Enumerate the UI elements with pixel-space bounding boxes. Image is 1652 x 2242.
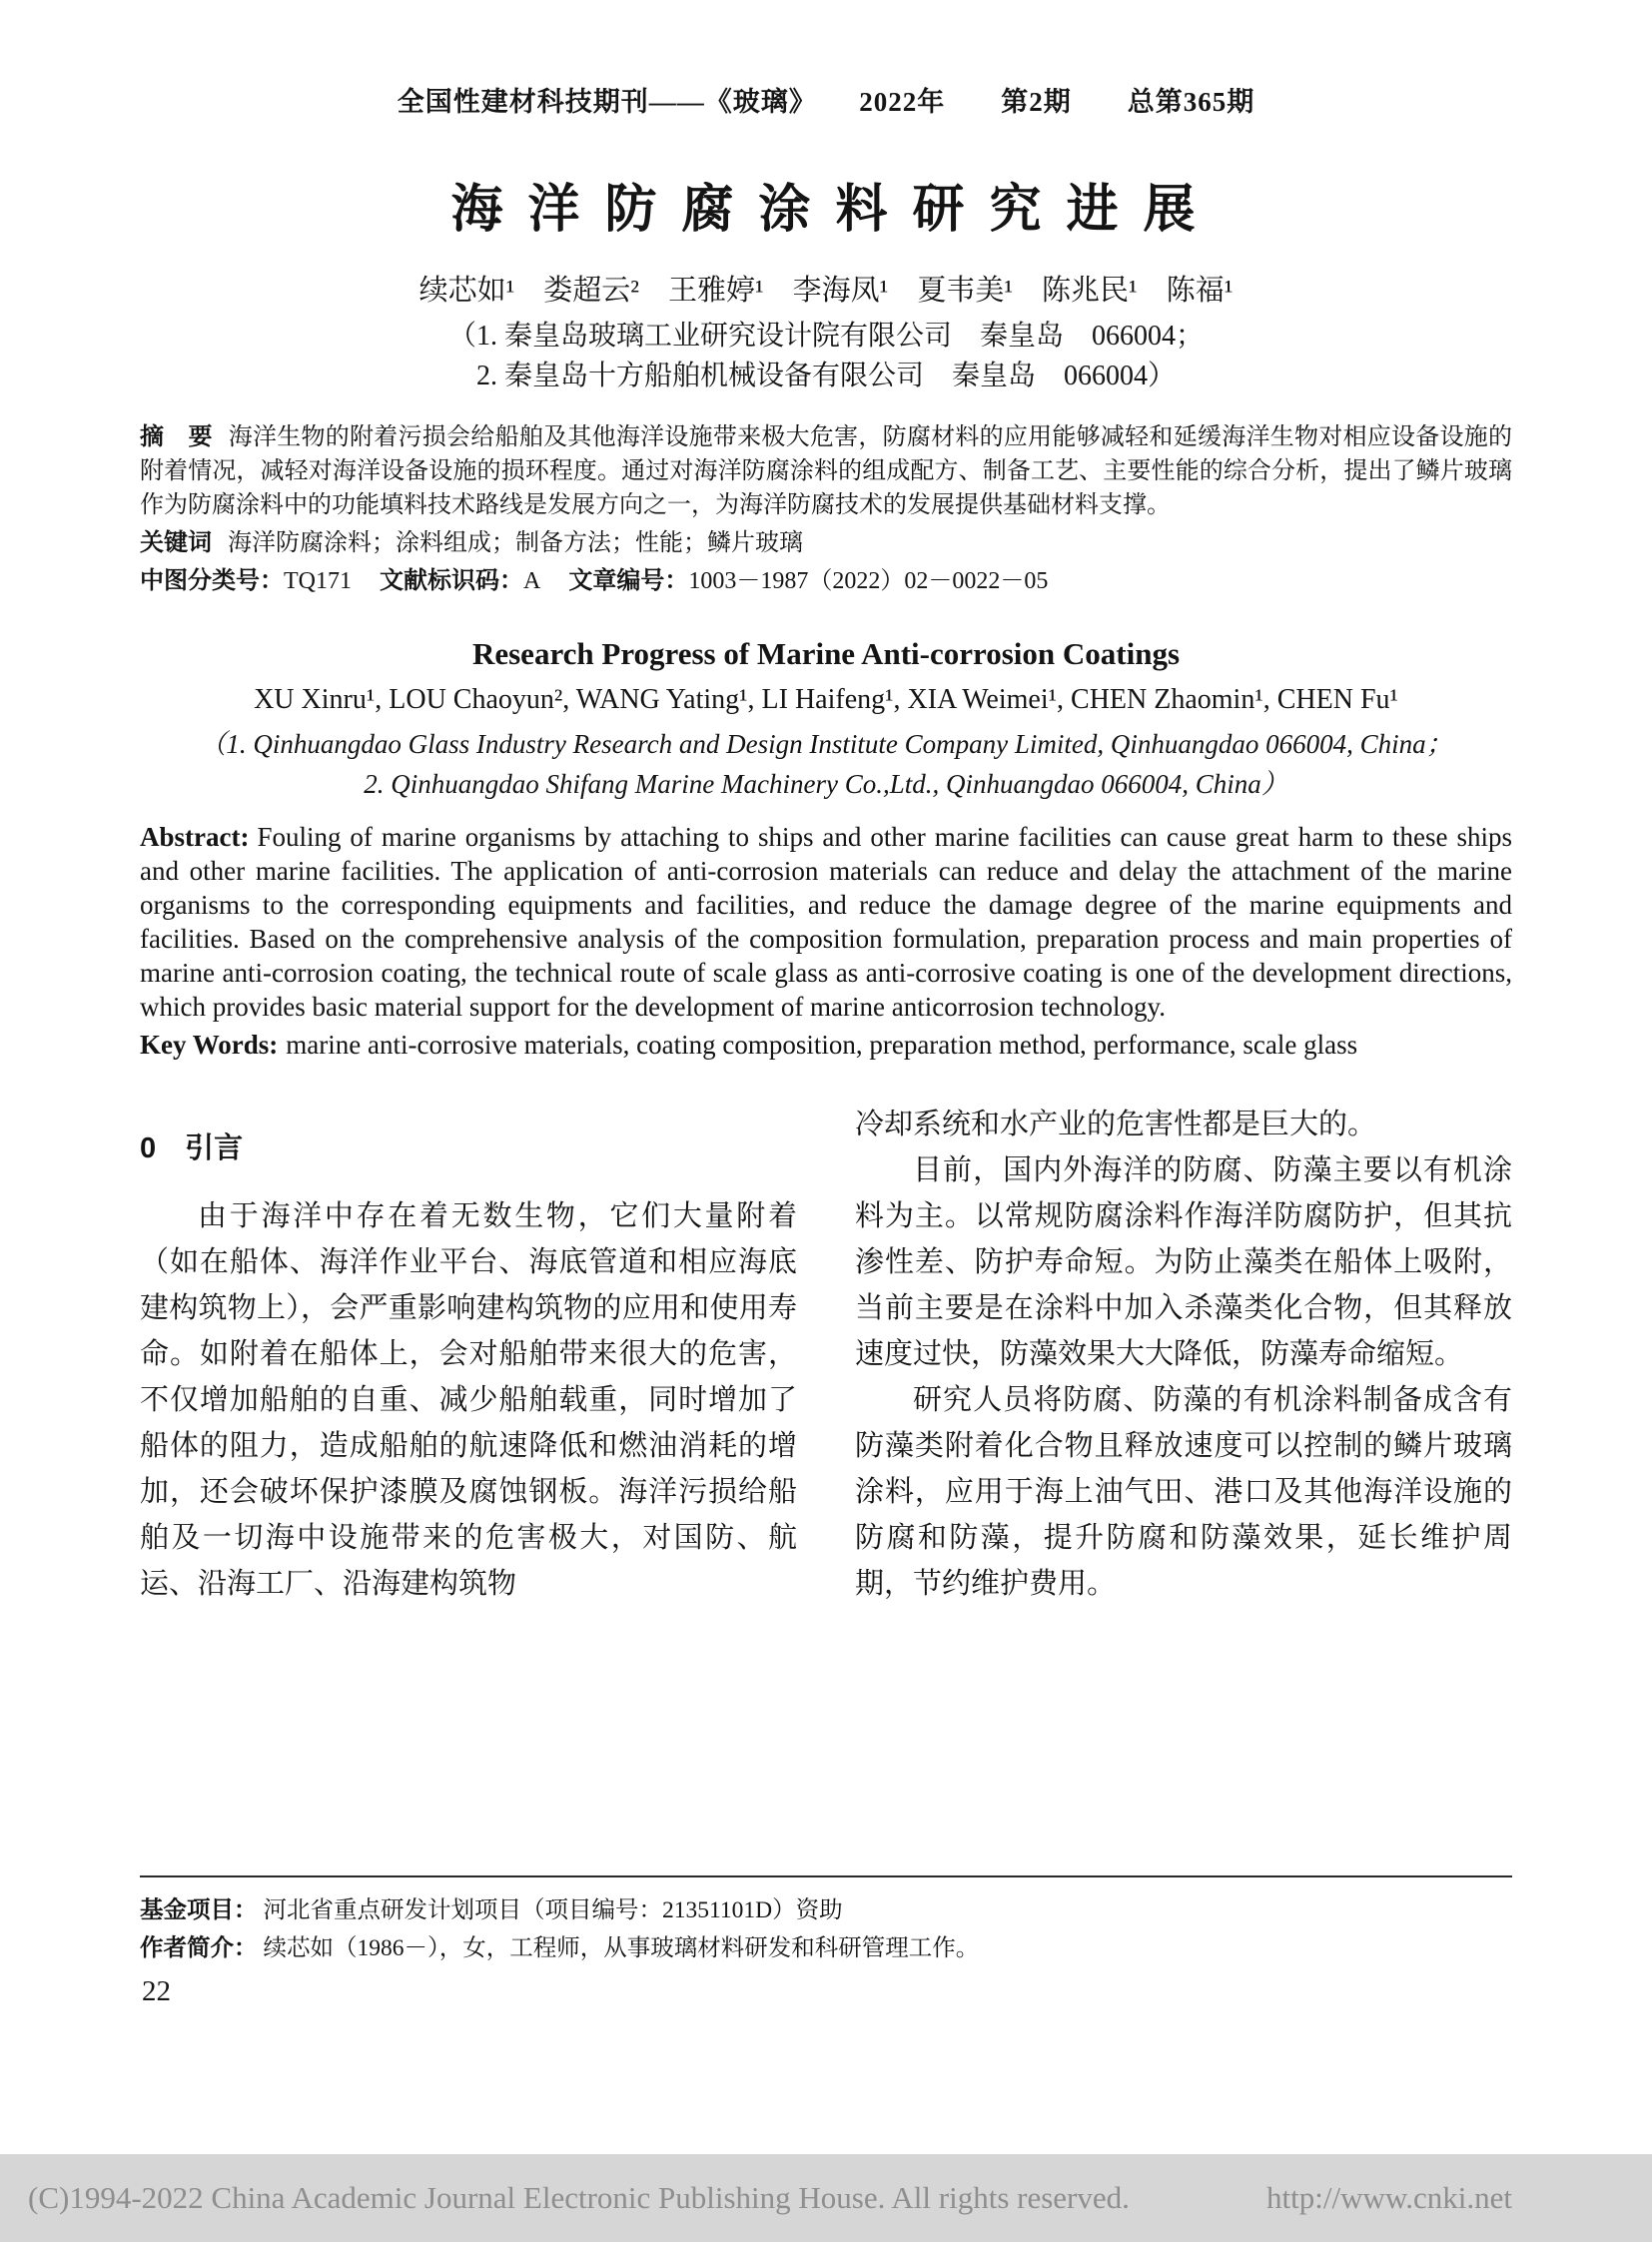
affiliations-cn — [140, 317, 1512, 396]
body-columns — [140, 1102, 1512, 1607]
body-paragraph: 研究人员将防腐、防藻的有机涂料制备成含有防藻类附着化合物且释放速度可以控制的鳞片玻璃涂料，应用于海上油气田、港口及其他海洋设施的防腐和防藻，提升防腐和防藻效果，延长维护周期，节约维护费用。 — [855, 1384, 1512, 1600]
article-id-value: 1003－1987（2022）02－0022－05 — [688, 568, 1049, 594]
cnki-footer-bar — [0, 2154, 1652, 2242]
abstract-en-label: Abstract: — [140, 822, 250, 852]
clc-value: TQ171 — [284, 568, 352, 594]
doc-code-label: 文献标识码： — [380, 567, 523, 594]
keywords-cn-label: 关键词 — [140, 529, 212, 556]
keywords-cn — [140, 526, 1512, 560]
bio-label: 作者简介： — [140, 1934, 258, 1960]
keywords-en — [140, 1028, 1512, 1062]
body-paragraph: 目前，国内外海洋的防腐、防藻主要以有机涂料为主。以常规防腐涂料作海洋防腐防护，但其抗渗性差、防护寿命短。为防止藻类在船体上吸附，当前主要是在涂料中加入杀藻类化合物，但其释放速度过快，防藻效果大大降低，防藻寿命缩短。 — [855, 1154, 1512, 1370]
keywords-en-text: marine anti-corrosive materials, coating composition, preparation method, performance, scale glass — [286, 1030, 1358, 1060]
paper-title-en: Research Progress of Marine Anti-corrosion Coatings — [471, 636, 1181, 671]
article-id-label: 文章编号： — [568, 567, 689, 594]
keywords-en-label: Key Words: — [140, 1030, 279, 1060]
affiliations-en — [140, 724, 1512, 804]
cnki-url: http://www.cnki.net — [1266, 2180, 1512, 2215]
bio-text: 续芯如（1986－），女，工程师，从事玻璃材料研发和科研管理工作。 — [263, 1935, 980, 1961]
classification-line — [140, 564, 1512, 598]
abstract-en-text: Fouling of marine organisms by attaching to ships and other marine facilities can cause great harm to these ships and other marine facilities. The application of anti-corrosion materials can reduce and delay the attachment of the marine organisms to the corresponding equipments and facilities, and reduce the damage degree of the marine equipments and facilities. Based on the comprehensive analysis of the composition formulation, preparation process and main properties of marine anti-corrosion coating, the technical route of scale glass as anti-corrosive coating is one of the development directions, which provides basic material support for the development of marine anticorrosion technology. — [140, 822, 1512, 1022]
abstract-en — [140, 820, 1512, 1024]
authors-cn: 续芯如¹ 娄超云² 王雅婷¹ 李海凤¹ 夏韦美¹ 陈兆民¹ 陈福¹ — [418, 275, 1234, 307]
abstract-cn-text: 海洋生物的附着污损会给船舶及其他海洋设施带来极大危害，防腐材料的应用能够减轻和延缓海洋生物对相应设备设施的附着情况，减轻对海洋设备设施的损环程度。通过对海洋防腐涂料的组成配方、制备工艺、主要性能的综合分析，提出了鳞片玻璃作为防腐涂料中的功能填料技术路线是发展方向之一，为海洋防腐技术的发展提供基础材料支撑。 — [140, 424, 1512, 518]
fund-text: 河北省重点研发计划项目（项目编号：21351101D）资助 — [263, 1897, 843, 1923]
abstract-cn — [140, 420, 1512, 522]
keywords-cn-text: 海洋防腐涂料；涂料组成；制备方法；性能；鳞片玻璃 — [228, 530, 803, 556]
copyright-text: (C)1994-2022 China Academic Journal Electronic Publishing House. All rights reserved. — [28, 2180, 1130, 2215]
body-column-right — [855, 1102, 1512, 1607]
footnotes — [140, 1875, 1512, 1967]
affiliation-cn-line-1: （1. 秦皇岛玻璃工业研究设计院有限公司 秦皇岛 066004； — [447, 321, 1204, 352]
section-heading-introduction: 0 引言 — [140, 1132, 244, 1164]
footnote-fund — [140, 1891, 1512, 1929]
page-number: 22 — [142, 1975, 171, 2007]
affiliation-en-line-1: （1. Qinhuangdao Glass Industry Research and Design Institute Company Limited, Qinhuangdao 066004, China； — [199, 729, 1453, 759]
abstract-cn-label: 摘 要 — [140, 423, 213, 450]
journal-header: 全国性建材科技期刊——《玻璃》 2022年 第2期 总第365期 — [397, 87, 1255, 117]
authors-en: XU Xinru¹, LOU Chaoyun², WANG Yating¹, LI Haifeng¹, XIA Weimei¹, CHEN Zhaomin¹, CHEN Fu¹ — [254, 684, 1398, 715]
affiliation-en-line-2: 2. Qinhuangdao Shifang Marine Machinery Co.,Ltd., Qinhuangdao 066004, China） — [364, 769, 1288, 799]
body-paragraph: 冷却系统和水产业的危害性都是巨大的。 — [855, 1109, 1377, 1140]
clc-label: 中图分类号： — [140, 567, 284, 594]
body-paragraph: 由于海洋中存在着无数生物，它们大量附着（如在船体、海洋作业平台、海底管道和相应海底建构筑物上），会严重影响建构筑物的应用和使用寿命。如附着在船体上，会对船舶带来很大的危害，不仅增加船舶的自重、减少船舶载重，同时增加了船体的阻力，造成船舶的航速降低和燃油消耗的增加，还会破坏保护漆膜及腐蚀钢板。海洋污损给船舶及一切海中设施带来的危害极大，对国防、航运、沿海工厂、沿海建构筑物 — [140, 1200, 797, 1600]
doc-code-value: A — [523, 568, 541, 594]
fund-label: 基金项目： — [140, 1896, 258, 1922]
affiliation-cn-line-2: 2. 秦皇岛十方船舶机械设备有限公司 秦皇岛 066004） — [475, 361, 1176, 391]
paper-title-cn: 海 洋 防 腐 涂 料 研 究 进 展 — [450, 182, 1202, 239]
body-column-left — [140, 1102, 797, 1607]
footnote-author-bio — [140, 1929, 1512, 1967]
